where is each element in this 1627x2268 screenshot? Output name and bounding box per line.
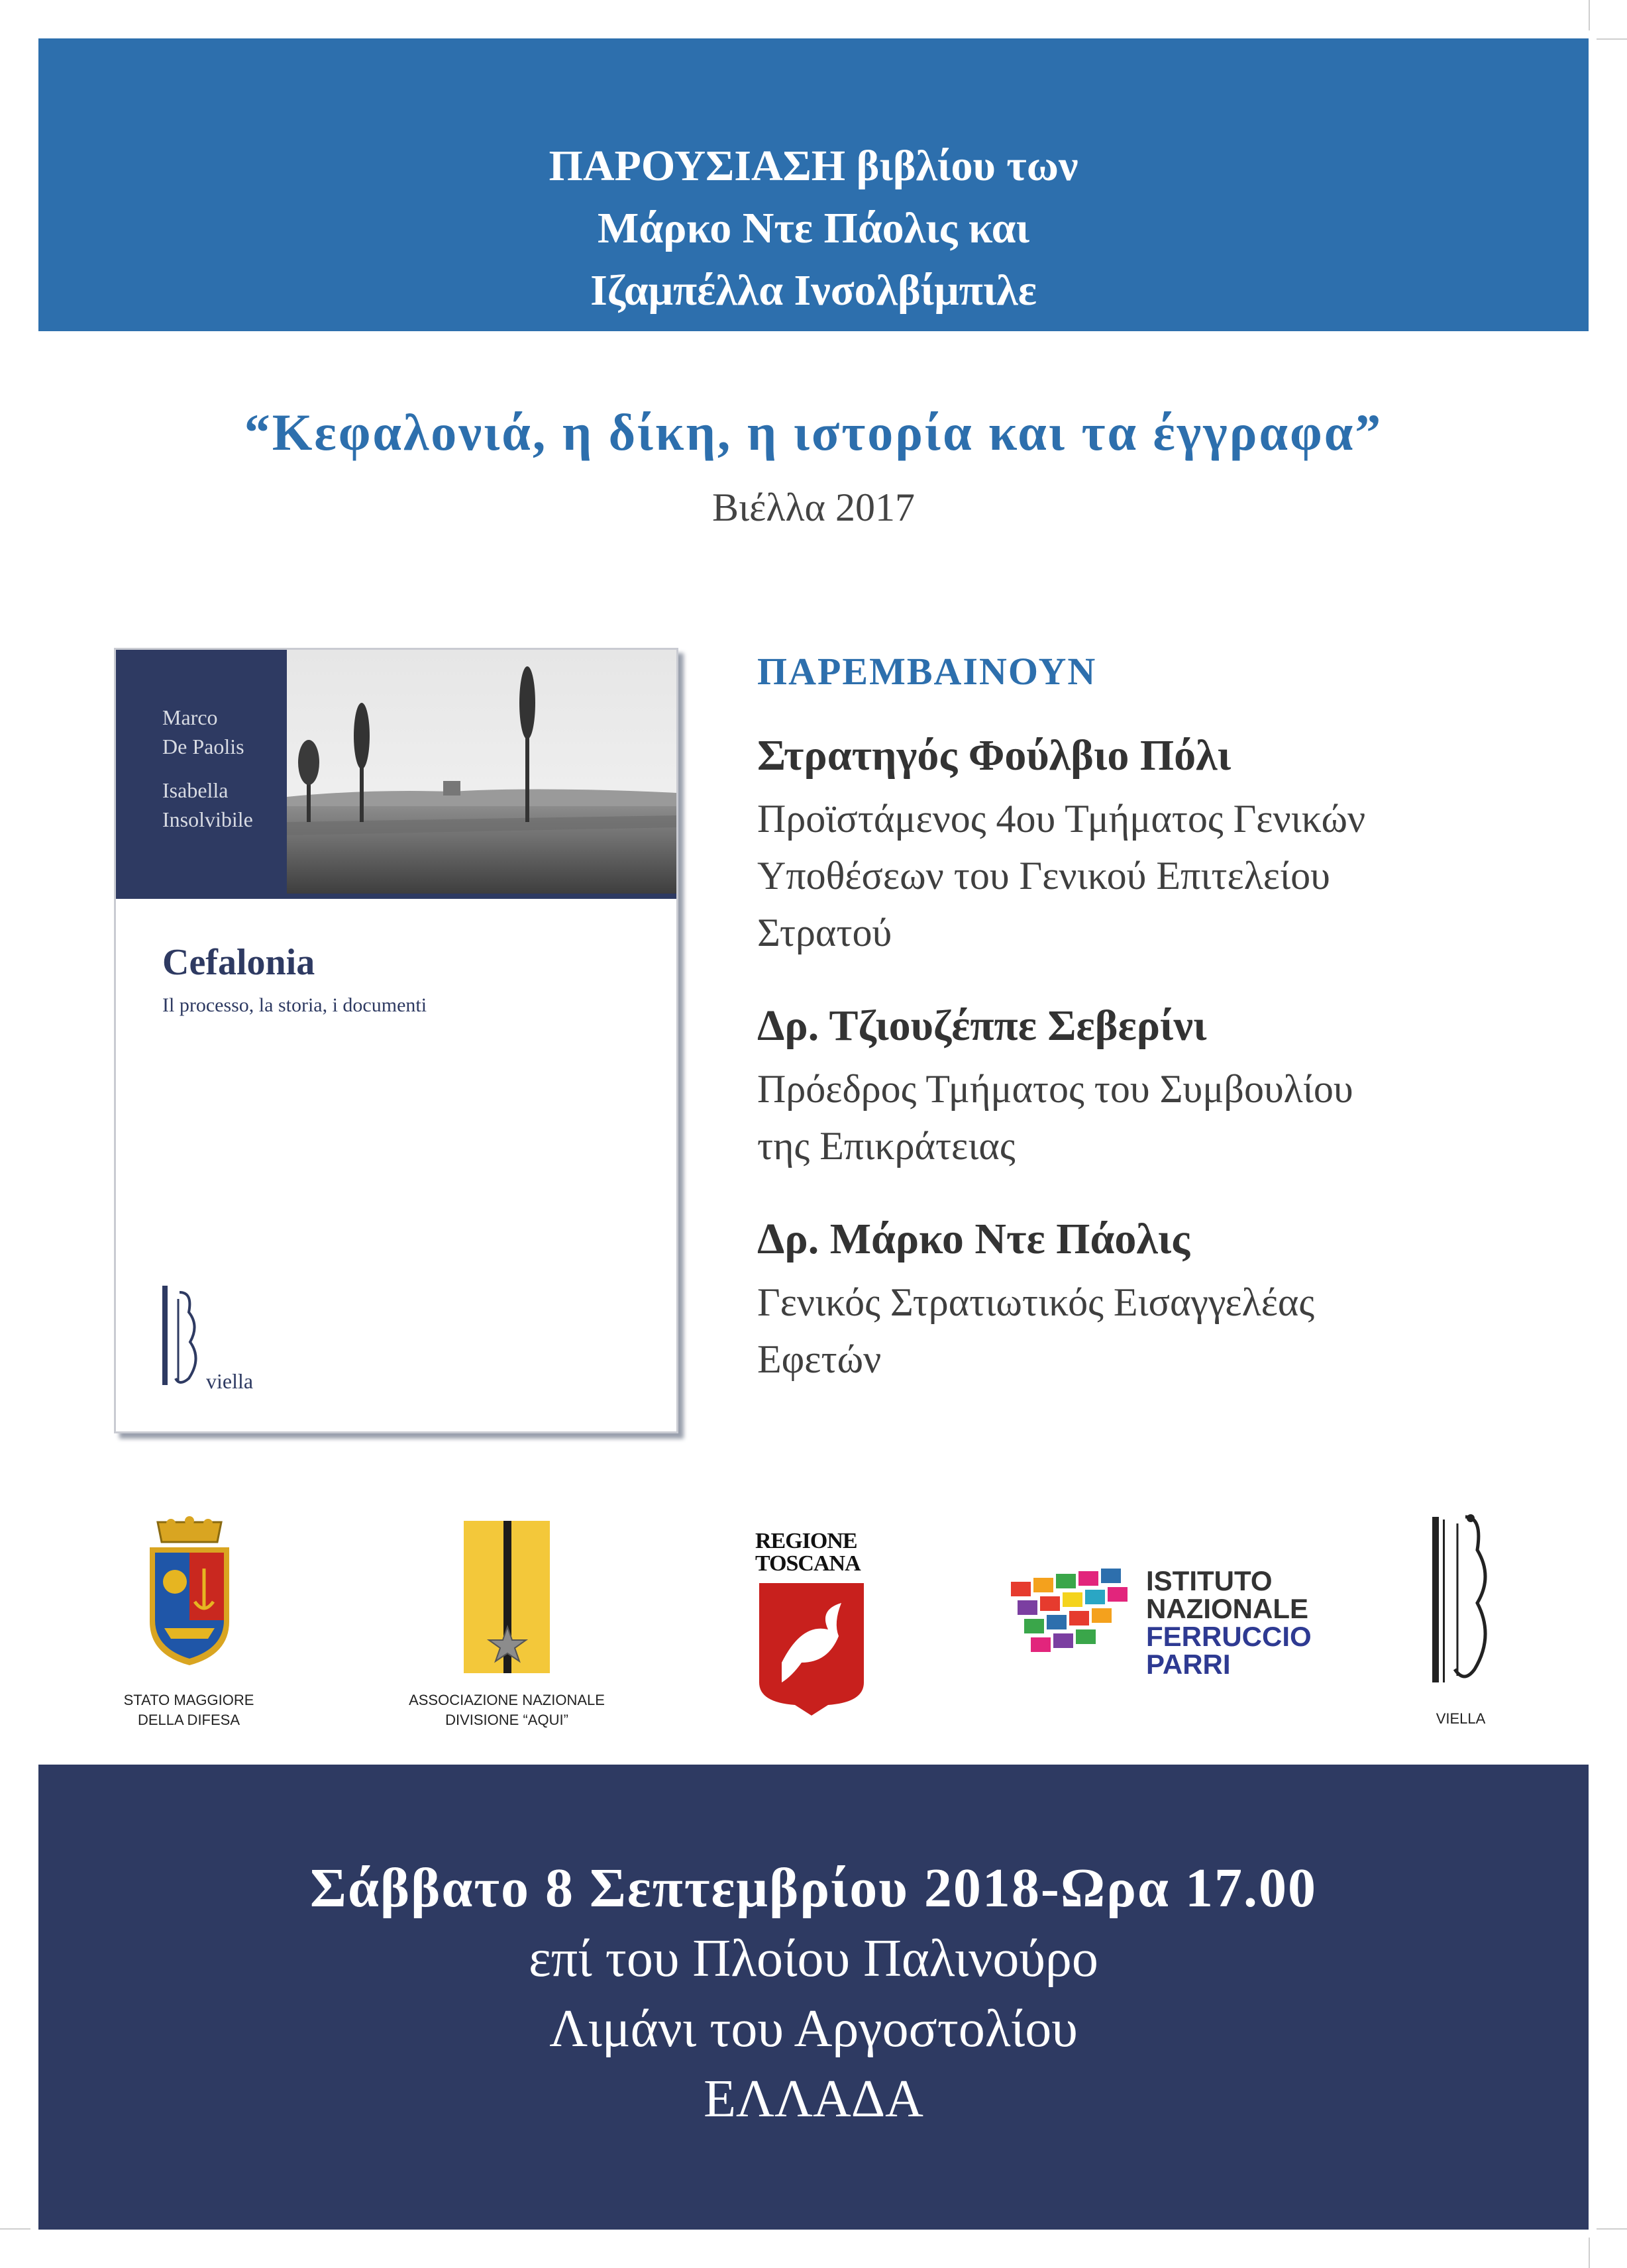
cover-landscape-photo [287,650,676,894]
logo-caption-line: DELLA DIFESA [137,1712,240,1728]
crop-mark [1589,2238,1590,2268]
event-country: ΕΛΛΑΔΑ [704,2070,923,2128]
stato-maggiore-crest-icon [144,1516,235,1668]
book-publisher: Βιέλλα 2017 [712,486,915,529]
speaker-name: Στρατηγός Φούλβιο Πόλι [757,731,1232,780]
istituto-line: PARRI [1146,1649,1231,1680]
header-line: ΠΑΡΟΥΣΙΑΣΗ βιβλίου των [549,142,1078,190]
pegasus-shield-icon [755,1583,868,1716]
book-cover [114,648,678,1433]
crop-mark [1597,38,1627,40]
istituto-line: NAZIONALE [1146,1593,1308,1624]
speaker-role-line: Γενικός Στρατιωτικός Εισαγγελέας [757,1280,1315,1324]
header-line: Ιζαμπέλλα Ινσολβίμπιλε [590,266,1037,315]
speaker-role-line: Πρόεδρος Τμήματος του Συμβουλίου [757,1067,1353,1111]
speaker-role [757,1274,1552,1388]
speakers-heading: ΠΑΡΕΜΒΑΙΝΟΥΝ [757,650,1097,693]
istituto-line: FERRUCCIO [1146,1621,1312,1652]
istituto-parri-text [1146,1567,1312,1678]
event-date-time: Σάββατο 8 Σεπτεμβρίου 2018-Ωρα 17.00 [310,1857,1317,1919]
cover-subtitle: Il processo, la storia, i documenti [162,994,427,1016]
regione-line: REGIONE [755,1529,857,1553]
viella-caption [1404,1709,1517,1729]
regione-toscana-text [755,1530,868,1575]
book-title: “Κεφαλονιά, η δίκη, η ιστορία και τα έγγραφα” [244,403,1383,461]
logo-caption-line: DIVISIONE “AQUI” [445,1712,568,1728]
cover-title: Cefalonia [162,942,315,983]
istituto-line: ISTITUTO [1146,1565,1273,1596]
cover-author-last: De Paolis [162,735,244,758]
crop-mark [1589,0,1590,30]
speaker-name: Δρ. Τζιουζέππε Σεβερίνι [757,1002,1207,1050]
speakers-section [757,649,1552,1388]
acqui-division-badge-icon [464,1521,550,1673]
crop-mark [1597,2228,1627,2230]
speaker-role-line: Εφετών [757,1337,882,1381]
istituto-parri-mosaic-icon [1011,1569,1137,1668]
speaker-role-line: Προϊστάμενος 4ου Τμήματος Γενικών [757,797,1366,841]
logo-caption-line: ASSOCIAZIONE NAZIONALE [409,1692,605,1708]
header-line: Μάρκο Ντε Πάολις και [598,204,1029,252]
regione-toscana-logo [755,1530,868,1716]
event-info-band [38,1765,1589,2230]
cover-author-first: Marco [162,705,218,729]
speaker-name: Δρ. Μάρκο Ντε Πάολις [757,1215,1190,1263]
stato-maggiore-caption [99,1690,278,1730]
cover-author-panel [116,650,287,894]
cover-imprint: viella [206,1369,254,1393]
viella-violin-icon [1431,1510,1497,1689]
speaker-role-line: της Επικράτειας [757,1124,1016,1168]
regione-line: TOSCANA [755,1551,861,1576]
logo-caption-line: STATO MAGGIORE [123,1692,254,1708]
event-port: Λιμάνι του Αργοστολίου [549,2000,1078,2058]
logo-caption-line: VIELLA [1436,1710,1486,1727]
speaker-role [757,790,1552,961]
acqui-division-caption [397,1690,616,1730]
speaker-role-line: Υποθέσεων του Γενικού Επιτελείου [757,854,1330,898]
cover-author-last: Insolvibile [162,807,253,831]
speaker-role-line: Στρατού [757,911,892,954]
speaker-role [757,1060,1552,1174]
cover-rule [116,894,676,899]
header-band [38,38,1589,331]
crop-mark [0,2228,30,2230]
event-venue: επί του Πλοίου Παλινούρο [529,1930,1098,1988]
viella-violin-logo [160,1279,206,1392]
cover-author-first: Isabella [162,778,229,802]
